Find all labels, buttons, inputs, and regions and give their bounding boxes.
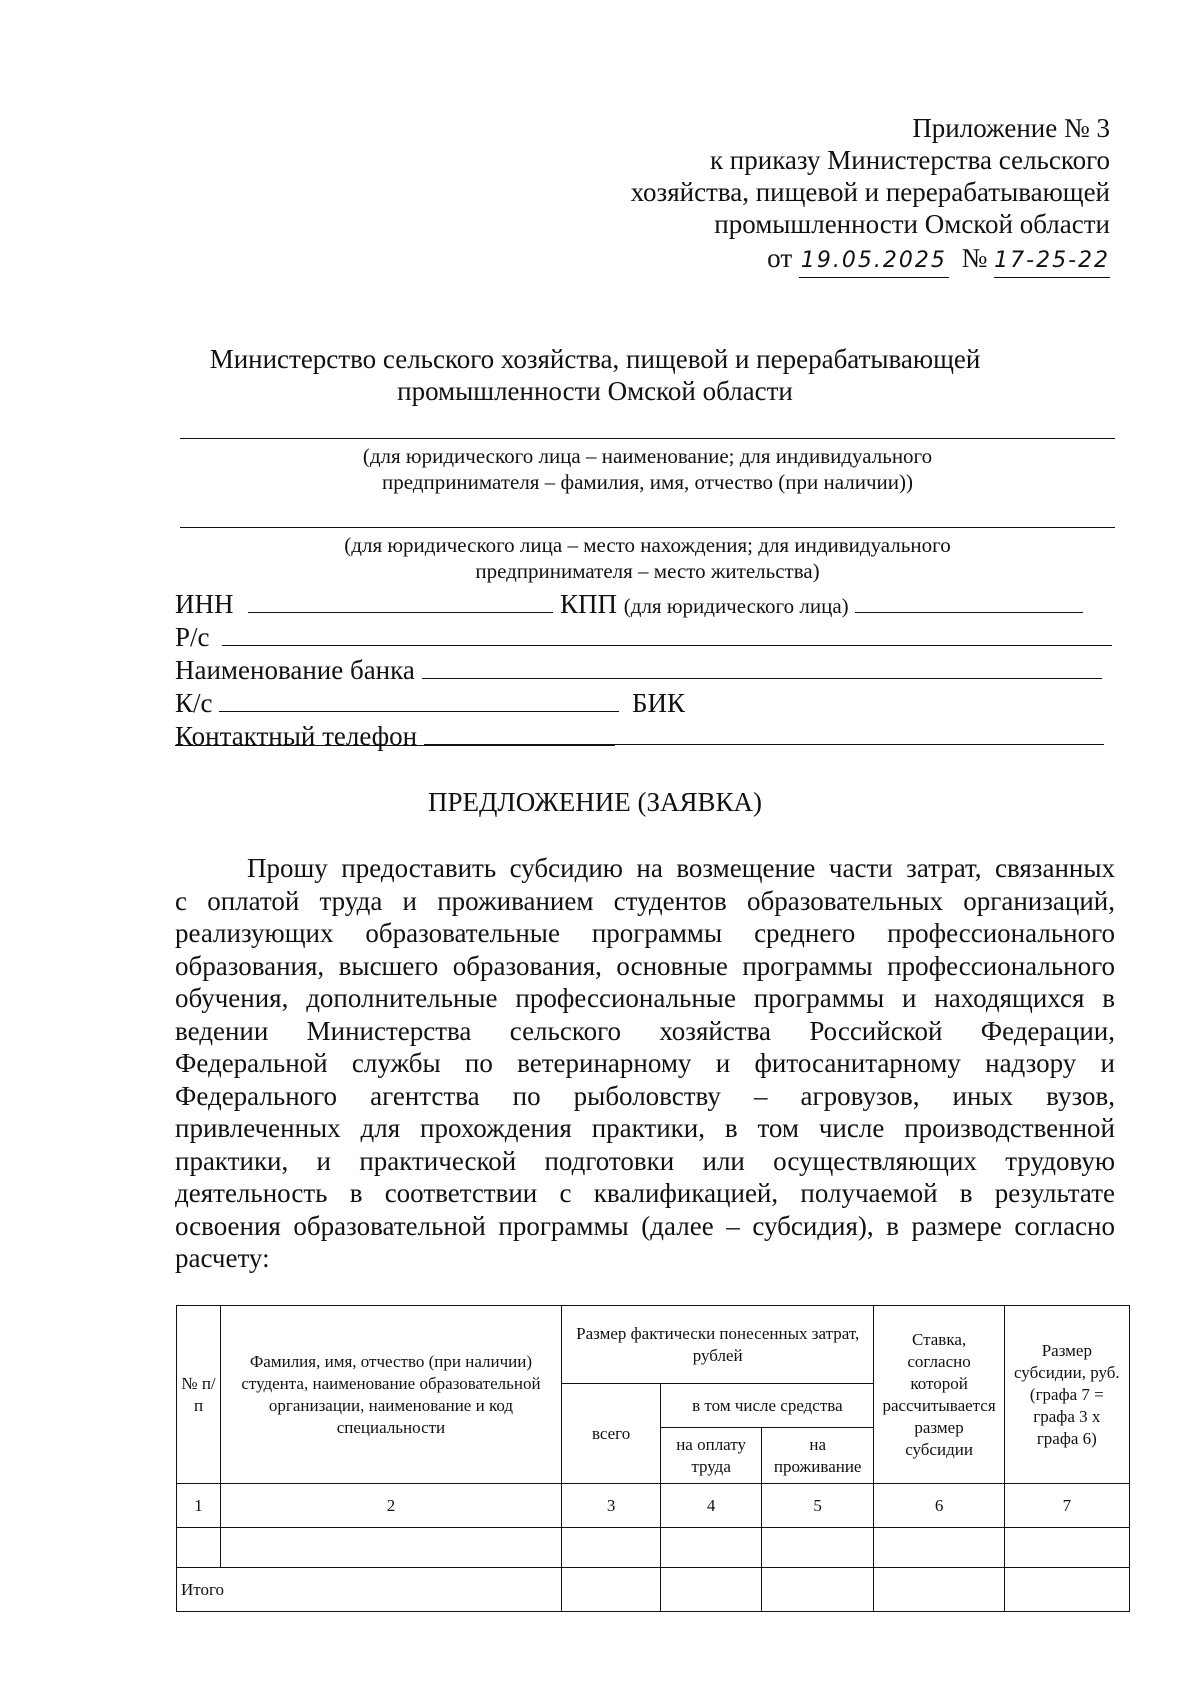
table-cell[interactable]	[561, 1528, 660, 1568]
phone-row	[175, 719, 1115, 753]
applicant-address-caption	[180, 532, 1115, 584]
order-number: 17-25-22	[994, 245, 1110, 278]
header-labor: на оплату труда	[661, 1428, 762, 1484]
rs-field[interactable]	[222, 621, 1112, 646]
paragraph-line: образования, высшего образования, основные программы профессионального	[175, 950, 1115, 981]
header-subsidy: Размер субсидии, руб. (графа 7 = графа 3 x графа 6)	[1004, 1306, 1129, 1484]
paragraph-line: Федеральной службы по ветеринарному и фитосанитарному надзору и	[175, 1048, 1115, 1078]
inn-field[interactable]	[248, 588, 553, 613]
appendix-line1: Приложение № 3	[912, 113, 1110, 143]
colnum-7: 7	[1004, 1484, 1129, 1528]
document-title: ПРЕДЛОЖЕНИЕ (ЗАЯВКА)	[427, 787, 763, 817]
header-costs: Размер фактически понесенных затрат, рублей	[561, 1306, 874, 1384]
paragraph-line: привлеченных для прохождения практики, в том числе производственной	[175, 1113, 1115, 1143]
appendix-line2: к приказу Министерства сельского	[709, 145, 1110, 175]
inn-kpp-row	[175, 587, 1115, 621]
header-num: № п/п	[177, 1306, 221, 1484]
phone-label: Контактный телефон	[175, 721, 418, 751]
bank-label: Наименование банка	[175, 655, 415, 685]
header-total: всего	[561, 1384, 660, 1484]
header-name: Фамилия, имя, отчество (при наличии) студента, наименование образовательной организации, наименование и код специальности	[221, 1306, 562, 1484]
header-living: на проживание	[761, 1428, 874, 1484]
appendix-header	[631, 112, 1110, 278]
addressee-line1: Министерство сельского хозяйства, пищевой и перерабатывающей	[209, 344, 981, 374]
paragraph-line: обучения, дополнительные профессиональные программы и находящихся в	[175, 983, 1115, 1013]
table-cell[interactable]	[661, 1568, 762, 1612]
colnum-5: 5	[761, 1484, 874, 1528]
paragraph-line: Федерального агентства по рыболовству – агровузов, иных вузов,	[175, 1080, 1115, 1111]
caption2-line2: предпринимателя – место жительства)	[475, 559, 820, 583]
table-cell[interactable]	[874, 1568, 1004, 1612]
caption1-line2: предпринимателя – фамилия, имя, отчество (при наличии))	[381, 470, 914, 494]
paragraph-line: реализующих образовательные программы среднего профессионального	[175, 918, 1115, 948]
paragraph-line: практики, и практической подготовки или осуществляющих трудовую	[175, 1145, 1115, 1176]
header-including: в том числе средства	[661, 1384, 874, 1428]
table-row	[177, 1528, 1130, 1568]
table-cell[interactable]	[1004, 1528, 1129, 1568]
inn-label: ИНН	[175, 589, 234, 619]
rs-row	[175, 620, 1115, 654]
paragraph-line: деятельность в соответствии с квалификацией, получаемой в результате	[175, 1178, 1115, 1208]
paragraph-line: ведении Министерства сельского хозяйства Российской Федерации,	[175, 1015, 1115, 1046]
ks-label: К/с	[175, 688, 213, 718]
colnum-6: 6	[874, 1484, 1004, 1528]
paragraph-line: с оплатой труда и проживанием студентов образовательных организаций,	[175, 885, 1115, 916]
appendix-line4: промышленности Омской области	[714, 209, 1110, 239]
paragraph-line: Прошу предоставить субсидию на возмещение части затрат, связанных	[247, 853, 1115, 883]
colnum-3: 3	[561, 1484, 660, 1528]
table-cell[interactable]	[1004, 1568, 1129, 1612]
number-prefix: №	[961, 243, 988, 273]
table-cell[interactable]	[221, 1528, 562, 1568]
bik-label: БИК	[632, 688, 686, 718]
kpp-note: (для юридического лица)	[623, 594, 849, 618]
rs-label: Р/с	[175, 622, 210, 652]
applicant-name-caption	[180, 443, 1115, 495]
kpp-field[interactable]	[855, 588, 1083, 613]
total-row	[177, 1568, 1130, 1612]
table-cell[interactable]	[177, 1528, 221, 1568]
ks-field[interactable]	[219, 687, 619, 712]
applicant-name-line[interactable]	[180, 438, 1115, 439]
paragraph-line: освоения образовательной программы (далее – субсидия), в размере согласно	[175, 1210, 1115, 1241]
kpp-label: КПП	[560, 589, 618, 619]
table-cell[interactable]	[761, 1528, 874, 1568]
bank-row	[175, 653, 1115, 687]
caption2-line1: (для юридического лица – место нахождения; для индивидуального	[344, 533, 951, 557]
order-date-number-line	[631, 242, 1110, 278]
table-cell[interactable]	[561, 1568, 660, 1612]
colnum-4: 4	[661, 1484, 762, 1528]
colnum-1: 1	[177, 1484, 221, 1528]
colnum-2: 2	[221, 1484, 562, 1528]
order-date: 19.05.2025	[799, 245, 949, 278]
caption1-line1: (для юридического лица – наименование; для индивидуального	[362, 444, 933, 468]
date-prefix: от	[767, 243, 793, 273]
bank-field[interactable]	[422, 654, 1102, 679]
subsidy-calculation-table	[176, 1305, 1130, 1612]
table-cell[interactable]	[761, 1568, 874, 1612]
appendix-line3: хозяйства, пищевой и перерабатывающей	[630, 177, 1110, 207]
table-cell[interactable]	[874, 1528, 1004, 1568]
paragraph-line: расчету:	[175, 1243, 270, 1273]
request-paragraph	[175, 852, 1115, 1275]
ks-bik-row	[175, 686, 1115, 720]
total-label: Итого	[177, 1568, 562, 1612]
table-cell[interactable]	[661, 1528, 762, 1568]
header-rate: Ставка, согласно которой рассчитывается размер субсидии	[874, 1306, 1004, 1484]
addressee	[150, 343, 1040, 407]
addressee-line2: промышленности Омской области	[397, 376, 793, 406]
phone-field[interactable]	[424, 720, 1104, 745]
applicant-address-line[interactable]	[180, 527, 1115, 528]
